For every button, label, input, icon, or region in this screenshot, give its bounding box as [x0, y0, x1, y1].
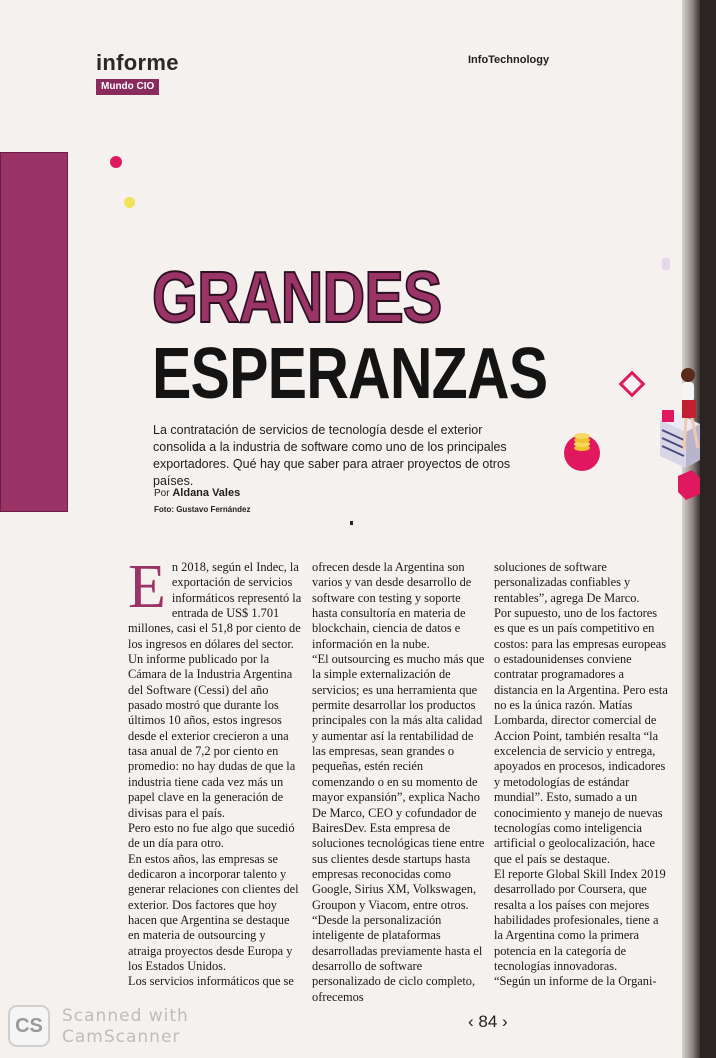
decorative-pale-dot [662, 258, 670, 270]
decorative-pink-dot [110, 156, 122, 168]
outline-diamond-icon [621, 373, 644, 396]
watermark-line-1: Scanned with [62, 1006, 189, 1026]
paragraph: El reporte Global Skill Index 2019 desarrollado por Coursera, que resalta a los países con mejores habilidades profesionales, tiene a la Argentina como la primera potencia en la categoría de tecnologías innovadoras. [494, 866, 666, 973]
paragraph: “Según un informe de la Organi- [494, 974, 657, 989]
article-column-2 [312, 560, 486, 1005]
author-name: Aldana Vales [172, 487, 241, 499]
coin-stack-icon [564, 433, 600, 471]
article-column-3 [494, 560, 668, 990]
paragraph: soluciones de software personalizadas confiables y rentables”, agrega De Marco. [494, 560, 640, 605]
section-name: informe [96, 50, 179, 75]
camscanner-watermark [62, 1006, 189, 1048]
article-deck: La contratación de servicios de tecnología desde el exterior consolida a la industria de software como uno de los principales exportadores. Qué hay que saber para atraer proyectos de otros países. [153, 423, 511, 488]
paragraph: n 2018, según el Indec, la exportación de servicios informáticos representó la entrada de US$ 1.701 millones, casi el 51,8 por ciento de los ingresos en dólares del sector. Un informe publicado por la Cámara de la Industria Argentina del Software (Cessi) del año pasado mostró que durante los últimos 10 años, estos ingresos desde el exterior crecieron a una tasa anual de 7,2 por ciento en promedio: no hay dudas de que la industria tiene cada vez más un papel clave en la generación de divisas para el país. [128, 560, 302, 820]
byline [154, 487, 240, 499]
paragraph: “Desde la personalización inteligente de plataformas desarrolladas previamente hasta el desarrollo de software personalizado de ciclo completo, ofrecemos [312, 912, 483, 1004]
title-line-1: GRANDES [152, 258, 442, 338]
drop-cap: E [128, 553, 166, 621]
decorative-mark [350, 521, 353, 525]
article-column-1 [128, 553, 302, 990]
paragraph: ofrecen desde la Argentina son varios y van desde desarrollo de software con testing y soporte hasta consultoría en materia de blockchain, ciencia de datos e información en la nube. [312, 560, 472, 651]
paragraph: Pero esto no fue algo que sucedió de un día para otro. [128, 820, 295, 851]
camscanner-logo: CS [8, 1005, 50, 1047]
photo-credit: Foto: Gustavo Fernández [154, 505, 251, 514]
paragraph: Por supuesto, uno de los factores es que es un país competitivo en costos: para las empresas europeas o estadounidenses conviene contratar programadores a distancia en la Argentina. Pero esta no es la única razón. Matías Lombarda, director comercial de Accion Point, también resalta “la excelencia de servicio y entrega, apoyados en procesos, indicadores y metodologías de estándar mundial”. Esto, sumado a un conocimiento y manejo de nuevas tecnologías como inteligencia artificial o geolocalización, hace que el país se destaque. [494, 606, 668, 866]
page-curl-edge [682, 0, 700, 1058]
isometric-illustration [560, 360, 700, 520]
page-number: ‹ 84 › [468, 1012, 508, 1031]
magazine-name: InfoTechnology [468, 54, 550, 66]
paragraph: “El outsourcing es mucho más que la simple externalización de servicios; es una herramienta que permite desarrollar los productos principales con la más alta calidad y aumentar así la rentabilidad de las empresas, sean grandes o pequeñas, estén recién comenzando o en su momento de mayor expansión”, explica Nacho De Marco, CEO y cofundador de BairesDev. Esta empresa de soluciones tecnológicas tiene entre sus clientes desde startups hasta empresas reconocidas como Google, Sirius XM, Volkswagen, Groupon y Viacom, entre otros. [312, 652, 485, 912]
byline-prefix: Por [154, 488, 170, 499]
watermark-line-2: CamScanner [62, 1027, 181, 1047]
decorative-magenta-block [0, 152, 68, 512]
section-tag: Mundo CIO [96, 79, 159, 95]
paragraph: En estos años, las empresas se dedicaron a incorporar talento y generar relaciones con clientes del exterior. Dos factores que hoy hacen que Argentina se destaque en materia de outsourcing y atraiga proyectos desde Europa y los Estados Unidos. [128, 851, 299, 973]
decorative-yellow-dot [124, 197, 135, 208]
title-line-2: ESPERANZAS [152, 334, 548, 414]
paragraph: Los servicios informáticos que se [128, 974, 294, 989]
